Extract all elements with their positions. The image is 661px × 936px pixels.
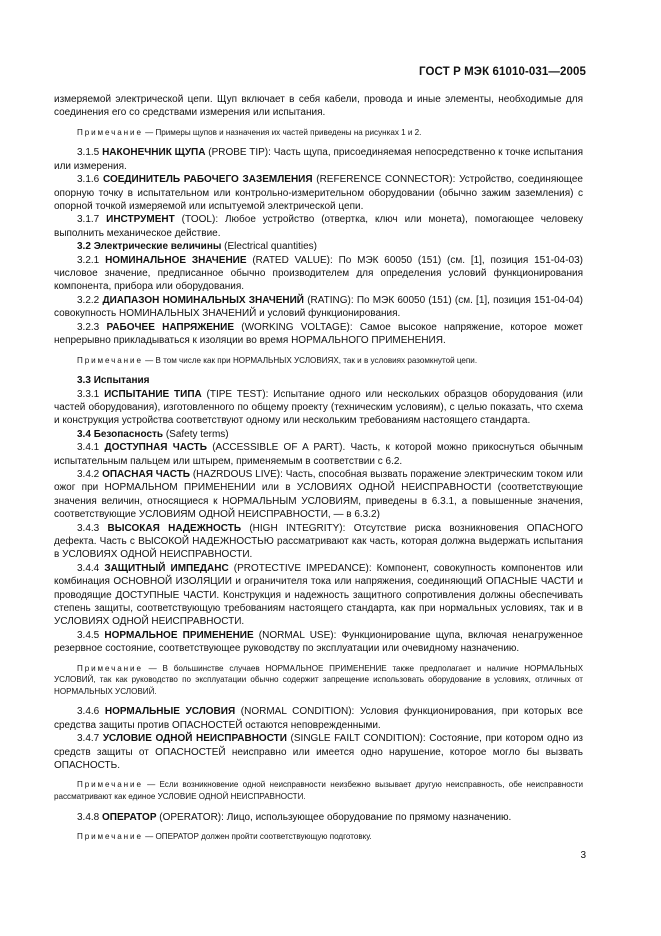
clause-text: (RATED VALUE): По МЭК 60050 (151) (см. [1], позиция 151-04-03) числовое значение, предписанное обычно производителем для определения условий функционирования компонента, прибора или оборудования. (54, 254, 583, 293)
page-number: 3 (580, 850, 586, 861)
clause-text: (RATING): По МЭК 60050 (151) (см. [1], позиция 151-04-04) совокупность НОМИНАЛЬНЫХ ЗНАЧЕНИЙ и условий функционирования. (54, 294, 584, 320)
clause-3-1-6 (54, 173, 583, 213)
section-3-3-heading (54, 374, 583, 387)
clause-number: 3.4.5 (77, 629, 100, 641)
clause-text: (SINGLE FAILT CONDITION): Состояние, при котором одно из средств защиты от ОПАСНОСТЕЙ неисправно или имеется одно нарушение, которое могло бы вызвать ОПАСНОСТЬ. (54, 733, 584, 772)
clause-number: 3.2.2 (77, 294, 100, 306)
clause-number: 3.4.3 (77, 522, 100, 534)
clause-number: 3.4.4 (77, 562, 100, 574)
clause-text: (REFERENCE CONNECTOR): Устройство, соединяющее опорную точку в испытательном или контрольно-измерительном оборудовании (обычно зажим заземления) с опорной точкой измеряемой или испытуемой электрической цепи. (54, 174, 583, 213)
note-text: — ОПЕРАТОР должен пройти соответствующую подготовку. (145, 832, 372, 842)
note-text: — Если возникновение одной неисправности неизбежно вызывает другую неисправность, обе неисправности рассматривают как единое УСЛОВИЕ ОДНОЙ НЕИСПРАВНОСТИ. (54, 780, 584, 802)
section-3-2-heading (54, 240, 583, 253)
clause-number: 3.1.5 (77, 147, 100, 159)
clause-text: (PROBE TIP): Часть щупа, присоединяемая непосредственно к точке испытания или измерения. (54, 147, 583, 172)
clause-3-4-5 (54, 629, 583, 656)
clause-term: НОРМАЛЬНОЕ ПРИМЕНЕНИЕ (104, 629, 254, 641)
section-number: 3.3 (77, 375, 91, 387)
section-number: 3.4 (77, 428, 91, 440)
clause-term: СОЕДИНИТЕЛЬ РАБОЧЕГО ЗАЗЕМЛЕНИЯ (102, 174, 313, 186)
document-header: ГОСТ Р МЭК 61010-031—2005 (419, 66, 586, 78)
clause-text: (TOOL): Любое устройство (отвертка, ключ или монета), помогающее человеку выполнить механическое действие. (54, 214, 583, 239)
clause-3-2-1 (54, 254, 583, 294)
note-1 (54, 127, 583, 139)
note-label: Примечание (77, 127, 143, 137)
clause-3-4-4 (54, 562, 583, 629)
clause-term: ИНСТРУМЕНТ (106, 214, 175, 226)
section-subtitle: (Electrical quantities) (221, 241, 317, 253)
note-4 (54, 779, 583, 802)
clause-term: ОПАСНАЯ ЧАСТЬ (102, 468, 190, 480)
note-label: Примечание (77, 780, 143, 790)
clause-text: (ACCESSIBLE OF A PART). Часть, к которой можно прикоснуться обычным испытательным пальцем или штырем, применяемым в соответствии с 6.2. (54, 442, 584, 467)
clause-term: ИСПЫТАНИЕ ТИПА (104, 388, 202, 400)
clause-3-2-2 (54, 294, 583, 321)
clause-term: УСЛОВИЕ ОДНОЙ НЕИСПРАВНОСТИ (102, 733, 287, 745)
clause-text: (HAZRDOUS LIVE): Часть, способная вызвать поражение электрическим током или ожог при НОРМАЛЬНОМ ПРИМЕНЕНИИ или в УСЛОВИЯХ ОДНОЙ НЕИСПРАВНОСТИ (соответствующие значения величин, относящиеся к НОРМАЛЬНЫМ УСЛОВИЯМ, приведены в 6.3.1, а повышенные значения, соответствующие УСЛОВИЯМ ОДНОЙ НЕИСПРАВНОСТИ, — в 6.3.2) (54, 468, 583, 521)
clause-term: ВЫСОКАЯ НАДЕЖНОСТЬ (107, 522, 242, 534)
document-body (54, 93, 583, 851)
section-3-4-heading (54, 428, 583, 441)
note-label: Примечание (77, 832, 143, 842)
section-subtitle: (Safety terms) (163, 428, 229, 440)
clause-number: 3.4.7 (77, 733, 100, 745)
clause-term: НАКОНЕЧНИК ЩУПА (102, 147, 206, 159)
clause-text: (PROTECTIVE IMPEDANCE): Компонент, совокупность компонентов или комбинация ОСНОВНОЙ ИЗОЛЯЦИИ и ограничителя тока или напряжения, соединяющий ОПАСНЫЕ ЧАСТИ и проводящие ДОСТУПНЫЕ ЧАСТИ. Конструкция и надежность защитного сопротивления должны обеспечивать степень защиты, соответствующую требованиям настоящего стандарта, как при нормальных условиях, так и в УСЛОВИЯХ ОДНОЙ НЕИСПРАВНОСТИ. (54, 562, 584, 628)
clause-number: 3.4.6 (77, 706, 100, 718)
section-number: 3.2 (77, 241, 91, 253)
clause-number: 3.4.2 (77, 468, 100, 480)
clause-term: ЗАЩИТНЫЙ ИМПЕДАНС (104, 562, 229, 574)
clause-3-1-7 (54, 213, 583, 240)
note-3 (54, 663, 583, 698)
clause-term: НОРМАЛЬНЫЕ УСЛОВИЯ (104, 706, 236, 718)
clause-number: 3.1.7 (77, 214, 100, 226)
clause-3-3-1 (54, 388, 583, 428)
clause-text: (NORMAL USE): Функционирование щупа, включая ненагруженное резервное состояние, соответствующее руководству по эксплуатации или очевидному назначению. (54, 629, 583, 655)
clause-number: 3.2.3 (77, 321, 100, 333)
note-text: — В большинстве случаев НОРМАЛЬНОЕ ПРИМЕНЕНИЕ также предполагает и наличие НОРМАЛЬНЫХ УСЛОВИЙ, так как руководство по эксплуатации обычно содержит запрещение использовать оборудование в условиях, отличных от НОРМАЛЬНЫХ УСЛОВИЙ. (54, 663, 584, 696)
clause-3-4-2 (54, 468, 583, 522)
section-title: Электрические величины (93, 241, 222, 253)
clause-term: НОМИНАЛЬНОЕ ЗНАЧЕНИЕ (105, 254, 247, 266)
note-2 (54, 355, 583, 367)
clause-number: 3.4.1 (77, 442, 100, 454)
clause-text: (HIGH INTEGRITY): Отсутствие риска возникновения ОПАСНОГО дефекта. Часть с ВЫСОКОЙ НАДЕЖНОСТЬЮ рассматривают как часть, которая должна выдержать испытания в УСЛОВИЯХ ОДНОЙ НЕИСПРАВНОСТИ. (54, 522, 584, 561)
clause-3-4-7 (54, 732, 583, 772)
clause-term: ДОСТУПНАЯ ЧАСТЬ (104, 442, 207, 454)
clause-text: (TIPE TEST): Испытание одного или нескольких образцов оборудования (или частей оборудования), изготовленного по общему проекту (техническим условиям), с целью показать, что схема и конструкция устройства соответствуют одному или нескольким требованиям настоящего стандарта. (54, 388, 583, 427)
note-text: — В том числе как при НОРМАЛЬНЫХ УСЛОВИЯХ, так и в условиях разомкнутой цепи. (145, 355, 478, 365)
clause-3-1-5 (54, 146, 583, 173)
note-text: — Примеры щупов и назначения их частей приведены на рисунках 1 и 2. (145, 127, 422, 137)
clause-number: 3.1.6 (77, 174, 100, 186)
note-label: Примечание (77, 355, 143, 365)
clause-3-2-3 (54, 321, 583, 348)
clause-number: 3.3.1 (77, 388, 100, 400)
clause-term: ДИАПАЗОН НОМИНАЛЬНЫХ ЗНАЧЕНИЙ (102, 294, 304, 306)
clause-3-4-3 (54, 522, 583, 562)
clause-term: ОПЕРАТОР (102, 811, 157, 823)
note-label: Примечание (77, 663, 143, 673)
clause-3-4-8 (54, 811, 583, 824)
clause-3-4-1 (54, 441, 583, 468)
clause-text: (NORMAL CONDITION): Условия функционирования, при которых все средства защиты против ОПАСНОСТЕЙ остаются неповрежденными. (54, 706, 583, 731)
note-5 (54, 831, 583, 843)
clause-text: (OPERATOR): Лицо, использующее оборудование по прямому назначению. (156, 811, 512, 823)
section-title: Безопасность (93, 428, 164, 440)
clause-number: 3.2.1 (77, 254, 100, 266)
section-title: Испытания (93, 375, 150, 387)
clause-text: (WORKING VOLTAGE): Самое высокое напряжение, которое может непрерывно прикладываться к изоляции во время НОРМАЛЬНОГО ПРИМЕНЕНИЯ. (54, 321, 583, 347)
intro-paragraph: измеряемой электрической цепи. Щуп включает в себя кабели, провода и иные элементы, необходимые для соединения его со средствами измерения или испытания. (54, 94, 583, 119)
clause-number: 3.4.8 (77, 811, 100, 823)
clause-term: РАБОЧЕЕ НАПРЯЖЕНИЕ (106, 321, 235, 333)
clause-3-4-6 (54, 705, 583, 732)
